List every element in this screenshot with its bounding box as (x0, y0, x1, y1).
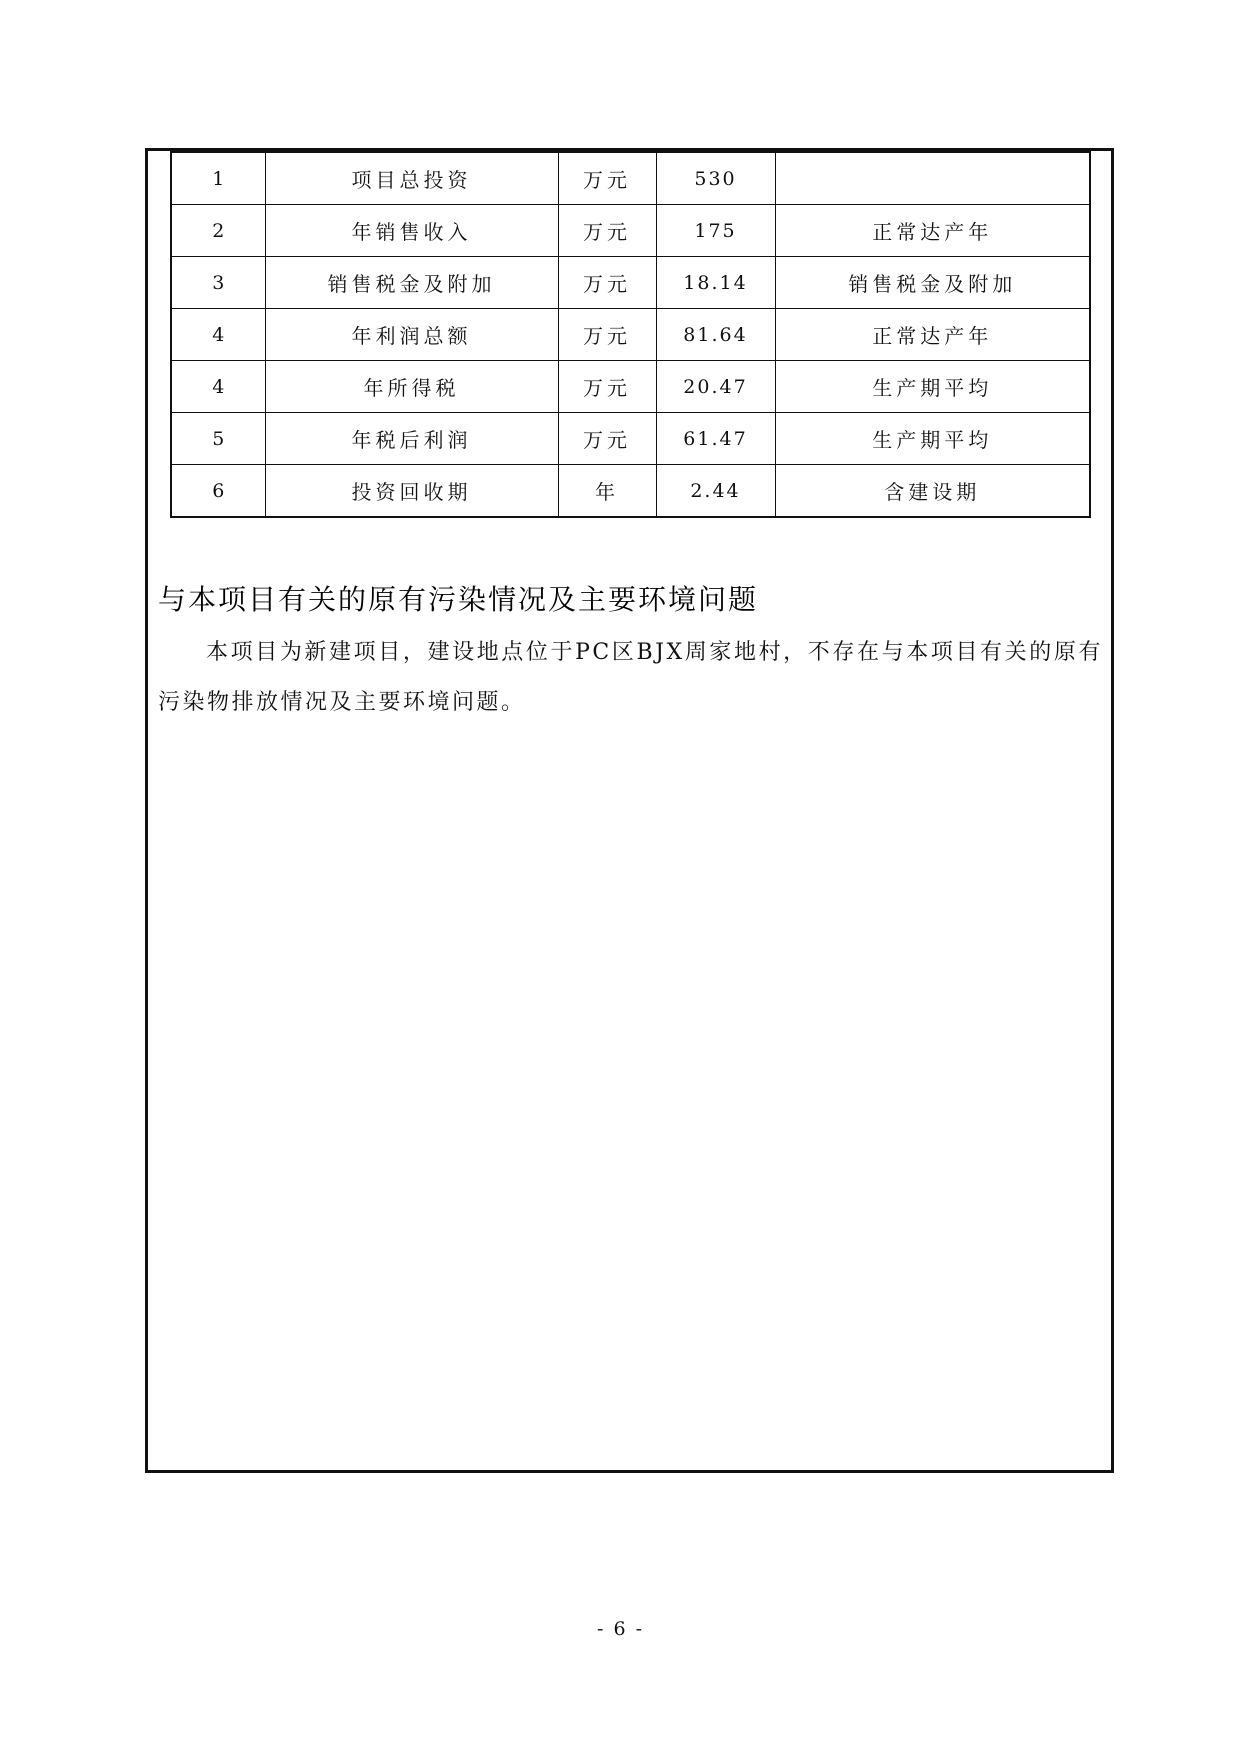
row-value: 2.44 (656, 465, 775, 518)
row-item: 年所得税 (265, 361, 558, 413)
row-unit: 万元 (558, 205, 656, 257)
table-row (171, 205, 1090, 257)
row-number: 5 (171, 413, 265, 465)
table-row (171, 465, 1090, 518)
row-value: 20.47 (656, 361, 775, 413)
row-value: 81.64 (656, 309, 775, 361)
row-unit: 年 (558, 465, 656, 518)
row-item: 投资回收期 (265, 465, 558, 518)
row-unit: 万元 (558, 309, 656, 361)
row-remark: 正常达产年 (775, 205, 1090, 257)
row-item: 销售税金及附加 (265, 257, 558, 309)
table-row (171, 257, 1090, 309)
row-value: 61.47 (656, 413, 775, 465)
row-item: 年税后利润 (265, 413, 558, 465)
row-number: 4 (171, 361, 265, 413)
row-value: 530 (656, 152, 775, 205)
row-value: 175 (656, 205, 775, 257)
row-number: 4 (171, 309, 265, 361)
row-item: 项目总投资 (265, 152, 558, 205)
row-number: 3 (171, 257, 265, 309)
section-body-paragraph: 本项目为新建项目，建设地点位于PC区BJX周家地村，不存在与本项目有关的原有污染物排放情况及主要环境问题。 (158, 640, 1103, 715)
row-remark: 生产期平均 (775, 361, 1090, 413)
row-number: 1 (171, 152, 265, 205)
section-heading: 与本项目有关的原有污染情况及主要环境问题 (158, 583, 759, 616)
page-number: - 6 - (596, 1618, 644, 1640)
row-remark: 销售税金及附加 (775, 257, 1090, 309)
row-item: 年利润总额 (265, 309, 558, 361)
row-remark: 含建设期 (775, 465, 1090, 518)
row-number: 2 (171, 205, 265, 257)
row-value: 18.14 (656, 257, 775, 309)
row-number: 6 (171, 465, 265, 518)
row-unit: 万元 (558, 257, 656, 309)
table-row (171, 413, 1090, 465)
row-unit: 万元 (558, 413, 656, 465)
economic-indicators-table (170, 151, 1091, 518)
row-item: 年销售收入 (265, 205, 558, 257)
row-unit: 万元 (558, 361, 656, 413)
row-remark: 生产期平均 (775, 413, 1090, 465)
row-remark (775, 152, 1090, 205)
row-unit: 万元 (558, 152, 656, 205)
table-row (171, 309, 1090, 361)
table-row (171, 361, 1090, 413)
row-remark: 正常达产年 (775, 309, 1090, 361)
table-row (171, 152, 1090, 205)
economic-indicators-table-wrap (170, 151, 1089, 518)
